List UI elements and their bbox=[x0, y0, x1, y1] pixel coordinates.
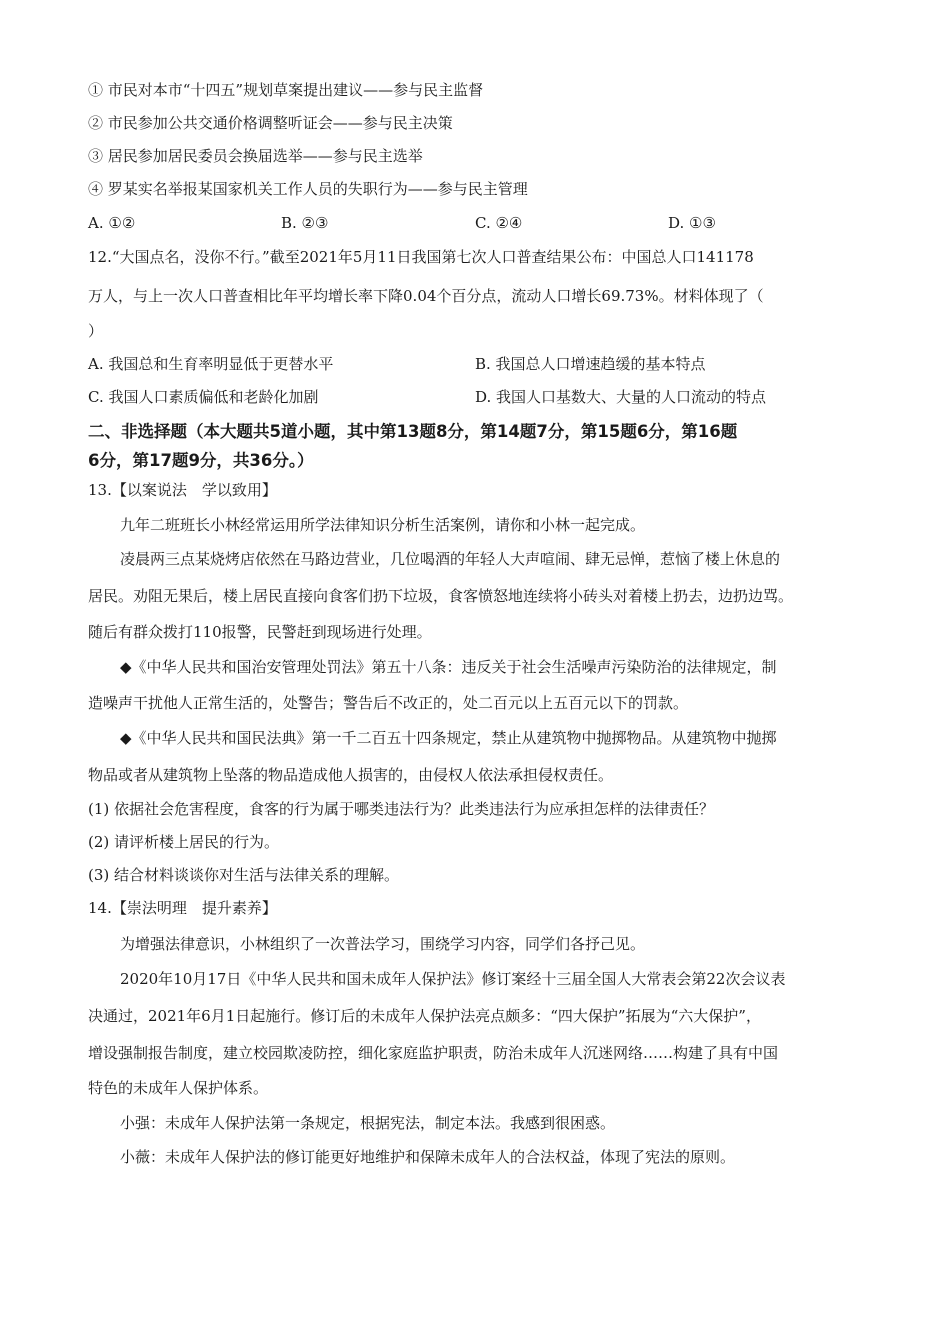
q12-stem-line-1: 12.“大国点名，没你不行。”截至2021年5月11日我国第七次人口普查结果公布：中国总人口141178 bbox=[88, 248, 754, 266]
q14-para-line-3: 增设强制报告制度，建立校园欺凌防控，细化家庭监护职责，防治未成年人沉迷网络……构建了具有中国 bbox=[88, 1044, 779, 1062]
q11-option-c: C. ②④ bbox=[475, 214, 523, 232]
q11-item-2: ② 市民参加公共交通价格调整听证会——参与民主决策 bbox=[88, 114, 453, 132]
q13-question-1: (1) 依据社会危害程度，食客的行为属于哪类违法行为？此类违法行为应承担怎样的法律责任？ bbox=[88, 800, 715, 818]
q14-xiaoqiang-statement: 小强：未成年人保护法第一条规定，根据宪法，制定本法。我感到很困惑。 bbox=[120, 1114, 616, 1132]
q14-para-line-1: 2020年10月17日《中华人民共和国未成年人保护法》修订案经十三届全国人大常表会第22次会议表 bbox=[120, 970, 786, 988]
q13-law-1-line-2: 造噪声干扰他人正常生活的，处警告；警告后不改正的，处二百元以上五百元以下的罚款。 bbox=[88, 694, 689, 712]
q11-item-1: ① 市民对本市“十四五”规划草案提出建议——参与民主监督 bbox=[88, 81, 484, 99]
q12-stem-line-2: 万人，与上一次人口普查相比年平均增长率下降0.04个百分点，流动人口增长69.73%。材料体现了（ bbox=[88, 287, 764, 305]
q12-option-a: A. 我国总和生育率明显低于更替水平 bbox=[88, 355, 334, 373]
q11-option-a: A. ①② bbox=[88, 214, 136, 232]
q13-question-3: (3) 结合材料谈谈你对生活与法律关系的理解。 bbox=[88, 866, 400, 884]
q12-option-d: D. 我国人口基数大、大量的人口流动的特点 bbox=[475, 388, 767, 406]
q11-option-b: B. ②③ bbox=[281, 214, 329, 232]
section-2-title-line-2: 6分，第17题9分，共36分。） bbox=[88, 451, 314, 470]
q14-heading: 14.【崇法明理 提升素养】 bbox=[88, 899, 277, 917]
q13-case-line-3: 随后有群众拨打110报警，民警赶到现场进行处理。 bbox=[88, 623, 432, 641]
q13-intro: 九年二班班长小林经常运用所学法律知识分析生活案例，请你和小林一起完成。 bbox=[120, 516, 646, 534]
q12-option-c: C. 我国人口素质偏低和老龄化加剧 bbox=[88, 388, 319, 406]
q14-para-line-2: 决通过，2021年6月1日起施行。修订后的未成年人保护法亮点颇多：“四大保护”拓展为“六大保护”， bbox=[88, 1007, 761, 1025]
q12-stem-line-3: ） bbox=[88, 322, 104, 340]
q14-para-line-4: 特色的未成年人保护体系。 bbox=[88, 1079, 269, 1097]
q13-case-line-2: 居民。劝阻无果后，楼上居民直接向食客们扔下垃圾，食客愤怒地连续将小砖头对着楼上扔去，边扔边骂。 bbox=[88, 587, 794, 605]
q11-option-d: D. ①③ bbox=[668, 214, 716, 232]
q14-intro: 为增强法律意识，小林组织了一次普法学习，围绕学习内容，同学们各抒己见。 bbox=[120, 935, 646, 953]
q13-question-2: (2) 请评析楼上居民的行为。 bbox=[88, 833, 280, 851]
q13-law-2-line-2: 物品或者从建筑物上坠落的物品造成他人损害的，由侵权人依法承担侵权责任。 bbox=[88, 766, 614, 784]
q11-item-4: ④ 罗某实名举报某国家机关工作人员的失职行为——参与民主管理 bbox=[88, 180, 528, 198]
q13-law-1-line-1: ◆《中华人民共和国治安管理处罚法》第五十八条：违反关于社会生活噪声污染防治的法律规定，制 bbox=[120, 658, 777, 676]
q13-case-line-1: 凌晨两三点某烧烤店依然在马路边营业，几位喝酒的年轻人大声喧闹、肆无忌惮，惹恼了楼上休息的 bbox=[120, 550, 781, 568]
section-2-title-line-1: 二、非选择题（本大题共5道小题，其中第13题8分，第14题7分，第15题6分，第16题 bbox=[88, 422, 738, 441]
q12-option-b: B. 我国总人口增速趋缓的基本特点 bbox=[475, 355, 706, 373]
q11-item-3: ③ 居民参加居民委员会换届选举——参与民主选举 bbox=[88, 147, 423, 165]
q14-xiaowei-statement: 小薇：未成年人保护法的修订能更好地维护和保障未成年人的合法权益，体现了宪法的原则。 bbox=[120, 1148, 736, 1166]
q13-heading: 13.【以案说法 学以致用】 bbox=[88, 481, 277, 499]
q13-law-2-line-1: ◆《中华人民共和国民法典》第一千二百五十四条规定，禁止从建筑物中抛掷物品。从建筑物中抛掷 bbox=[120, 729, 777, 747]
